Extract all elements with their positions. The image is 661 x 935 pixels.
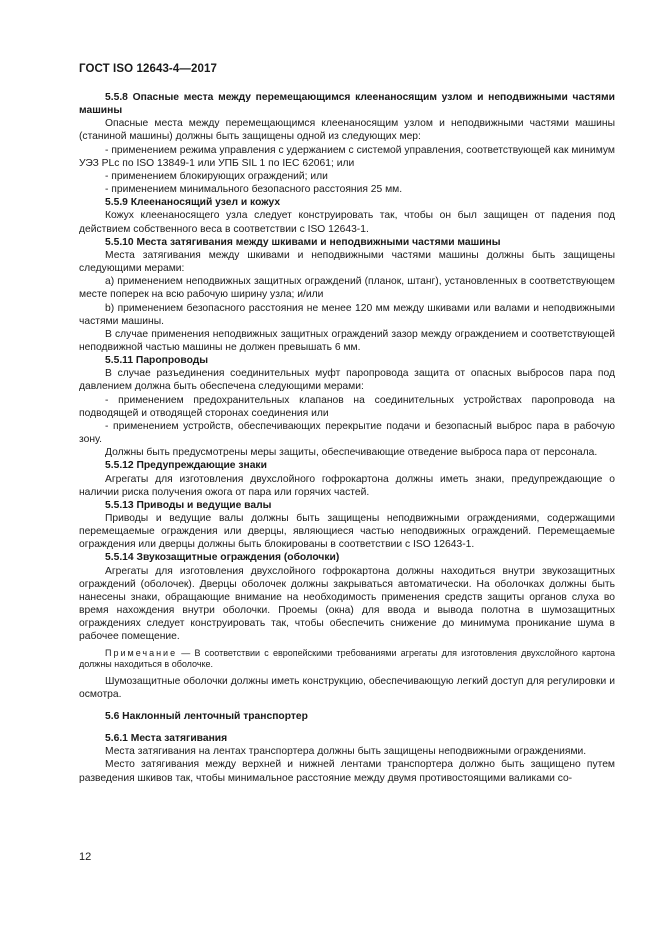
list-item: а) применением неподвижных защитных ограждений (планок, штанг), установленных в соответствующем месте поперек на всю рабочую ширину узла; и/или [79,276,615,301]
paragraph: Места затягивания между шкивами и неподвижными частями машины должны быть защищены следующими мерами: [79,249,615,275]
paragraph: Агрегаты для изготовления двухслойного гофрокартона должны находиться внутри звукозащитных ограждений (оболочек). Дверцы оболочек должны закрываться автоматически. На оболочках должны быть нанесены знаки, обращающие внимание на необходимость применения средств защиты органов слуха во время нахождения внутри оболочки. Проемы (окна) для ввода и вывода полотна в шумозащитных ограждениях следует конструировать так, чтобы обеспечить снижение до минимума проникание шума в рабочее помещение. [79,565,615,643]
list-item: - применением предохранительных клапанов на соединительных устройствах паропровода на подводящей и отводящей сторонах соединения или [79,394,615,419]
paragraph: Приводы и ведущие валы должны быть защищены неподвижными ограждениями, содержащими перемещаемые ограждения или дверцы, являющиеся частью неподвижных ограждений. Перемещаемые ограждения или дверцы должны быть блокированы в соответствии с ISO 12643-1. [79,513,615,551]
note-label: Примечание [105,647,178,658]
note [79,648,615,671]
paragraph: Опасные места между перемещающимся клеенаносящим узлом и неподвижными частями машины (станиной машины) должны быть защищены одной из следующих мер: [79,118,615,143]
section-heading: 5.6 Наклонный ленточный транспортер [105,710,308,722]
section-heading: 5.5.13 Приводы и ведущие валы [105,499,272,511]
section-heading: 5.5.11 Паропроводы [105,355,209,367]
document-body [79,91,615,785]
list-item: b) применением безопасного расстояния не менее 120 мм между шкивами или валами и неподвижными частями машины. [79,302,615,327]
paragraph: Места затягивания на лентах транспортера должны быть защищены неподвижными ограждениями. [105,746,587,758]
paragraph: В случае разъединения соединительных муфт паропровода защита от опасных выбросов пара под давлением должна быть обеспечена следующими мерами: [79,368,615,393]
paragraph: Место затягивания между верхней и нижней лентами транспортера должно быть защищено путем разведения шкивов так, чтобы минимальное расстояние между двумя противостоящими валиками со- [79,759,615,784]
section-heading: 5.5.12 Предупреждающие знаки [105,460,267,472]
page-number: 12 [79,851,92,863]
note-text: — В соответствии с европейскими требованиями агрегаты для изготовления двухслойного картона должны находиться в оболочке. [79,647,615,670]
list-item: - применением минимального безопасного расстояния 25 мм. [105,184,403,196]
list-item: - применением режима управления с удержанием с системой управления, соответствующей как минимум УЭЗ PLc по ISO 13849-1 или УПБ SIL 1 по IEC 62061; или [79,144,615,169]
section-heading: 5.5.8 Опасные места между перемещающимся клеенаносящим узлом и неподвижными частями машины [79,92,615,117]
section-heading: 5.5.10 Места затягивания между шкивами и неподвижными частями машины [105,236,501,248]
list-item: - применением блокирующих ограждений; или [105,170,328,182]
paragraph: Агрегаты для изготовления двухслойного гофрокартона должны иметь знаки, предупреждающие о наличии риска получения ожога от пара или горячих частей. [79,473,615,498]
section-heading: 5.5.9 Клеенаносящий узел и кожух [105,197,281,209]
list-item: - применением устройств, обеспечивающих перекрытие подачи и безопасный выброс пара в рабочую зону. [79,420,615,446]
paragraph: Должны быть предусмотрены меры защиты, обеспечивающие отведение выброса пара от персонала. [105,447,598,459]
document-header: ГОСТ ISO 12643-4—2017 [79,63,217,75]
paragraph: В случае применения неподвижных защитных ограждений зазор между ограждением и соответствующей неподвижной частью машины не должен превышать 6 мм. [79,328,615,353]
paragraph: Шумозащитные оболочки должны иметь конструкцию, обеспечивающую легкий доступ для регулировки и осмотра. [79,675,615,700]
section-heading: 5.6.1 Места затягивания [105,733,228,745]
paragraph: Кожух клеенаносящего узла следует конструировать так, чтобы он был защищен от падения под действием собственного веса в соответствии с ISO 12643-1. [79,210,615,235]
section-heading: 5.5.14 Звукозащитные ограждения (оболочки) [105,552,340,564]
